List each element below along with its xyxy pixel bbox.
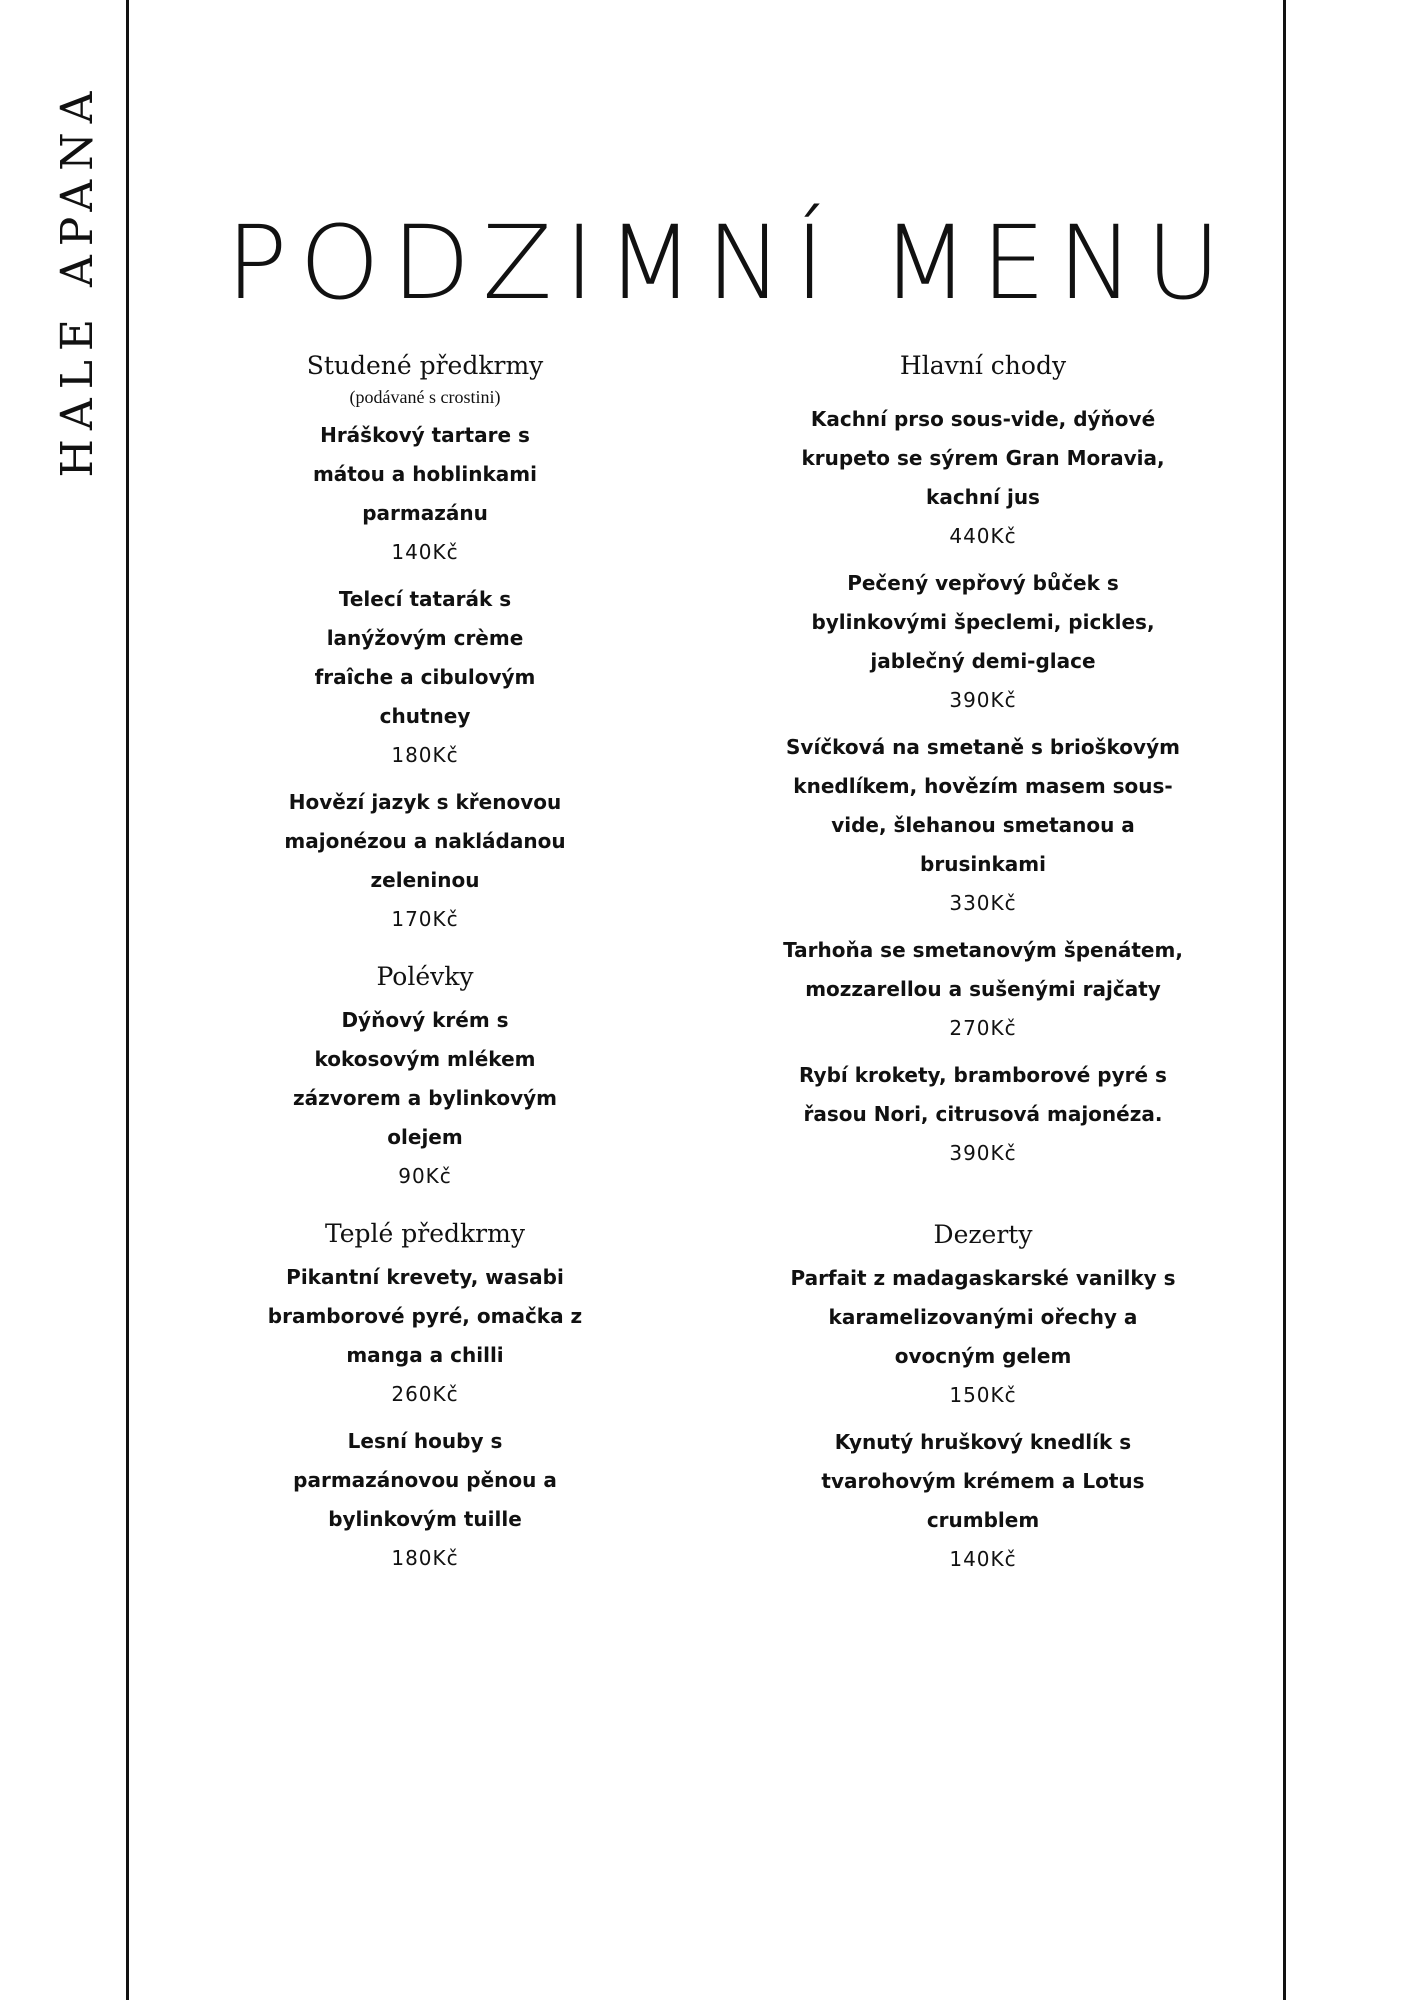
- section-heading: Polévky: [376, 962, 474, 991]
- menu-item-price: 140Kč: [391, 540, 459, 564]
- menu-item-price: 440Kč: [949, 524, 1017, 548]
- menu-item: [778, 728, 1188, 923]
- menu-item-price: 150Kč: [949, 1383, 1017, 1407]
- menu-item-price: 90Kč: [398, 1164, 452, 1188]
- menu-item-name: Kynutý hruškový knedlík s tvarohovým krémem a Lotus crumblem: [821, 1430, 1145, 1532]
- menu-item-price: 390Kč: [949, 688, 1017, 712]
- section-note: (podávané s crostini): [349, 387, 501, 407]
- restaurant-name: HALE APANA: [52, 82, 103, 478]
- menu-item-price: 180Kč: [391, 743, 459, 767]
- menu-item-name: Kachní prso sous-vide, dýňové krupeto se sýrem Gran Moravia, kachní jus: [801, 407, 1165, 509]
- menu-item: [778, 1259, 1188, 1415]
- menu-item-name: Hráškový tartare s mátou a hoblinkami parmazánu: [312, 423, 538, 525]
- menu-item: [778, 1423, 1188, 1579]
- menu-item-price: 170Kč: [391, 907, 459, 931]
- menu-item: [778, 564, 1188, 720]
- menu-item-name: Svíčková na smetaně s brioškovým knedlíkem, hovězím masem sous-vide, šlehanou smetanou a brusinkami: [786, 735, 1180, 876]
- menu-item-name: Pikantní krevety, wasabi bramborové pyré, omačka z manga a chilli: [267, 1265, 583, 1367]
- section-main-courses: [778, 348, 1188, 1173]
- menu-item-price: 140Kč: [949, 1547, 1017, 1571]
- menu-item-name: Parfait z madagaskarské vanilky s karamelizovanými ořechy a ovocným gelem: [790, 1266, 1176, 1368]
- section-heading: Hlavní chody: [899, 351, 1067, 380]
- menu-item-price: 330Kč: [949, 891, 1017, 915]
- right-border-line: [1283, 0, 1286, 2000]
- menu-item-name: Tarhoňa se smetanovým špenátem, mozzarellou a sušenými rajčaty: [783, 938, 1183, 1001]
- menu-item: [265, 1258, 585, 1414]
- menu-item: [778, 931, 1188, 1048]
- section-desserts: [778, 1217, 1188, 1579]
- section-warm-starters: [265, 1216, 585, 1578]
- right-menu-column: [778, 348, 1188, 1599]
- section-heading: Teplé předkrmy: [325, 1219, 525, 1248]
- left-menu-column: [265, 348, 585, 1598]
- menu-item: [778, 1056, 1188, 1173]
- menu-item: [265, 416, 585, 572]
- section-soups: [265, 959, 585, 1196]
- menu-item-price: 260Kč: [391, 1382, 459, 1406]
- menu-item-name: Hovězí jazyk s křenovou majonézou a nakládanou zeleninou: [284, 790, 566, 892]
- page-title: PODZIMNÍ MENU: [226, 204, 1233, 324]
- menu-item-price: 270Kč: [949, 1016, 1017, 1040]
- menu-item: [265, 1422, 585, 1578]
- section-heading: Dezerty: [933, 1220, 1033, 1249]
- menu-item: [265, 580, 585, 775]
- menu-item: [778, 400, 1188, 556]
- menu-item-name: Pečený vepřový bůček s bylinkovými špeclemi, pickles, jablečný demi-glace: [811, 571, 1155, 673]
- section-cold-starters: [265, 348, 585, 939]
- menu-item-name: Dýňový krém s kokosovým mlékem zázvorem a bylinkovým olejem: [293, 1008, 557, 1149]
- menu-item-price: 390Kč: [949, 1141, 1017, 1165]
- menu-item-name: Telecí tatarák s lanýžovým crème fraîche a cibulovým chutney: [314, 587, 536, 728]
- menu-item: [265, 783, 585, 939]
- menu-item-name: Lesní houby s parmazánovou pěnou a bylinkovým tuille: [293, 1429, 557, 1531]
- left-border-line: [126, 0, 129, 2000]
- menu-item-name: Rybí krokety, bramborové pyré s řasou Nori, citrusová majonéza.: [799, 1063, 1167, 1126]
- menu-item-price: 180Kč: [391, 1546, 459, 1570]
- section-heading: Studené předkrmy: [306, 351, 544, 380]
- menu-item: [265, 1001, 585, 1196]
